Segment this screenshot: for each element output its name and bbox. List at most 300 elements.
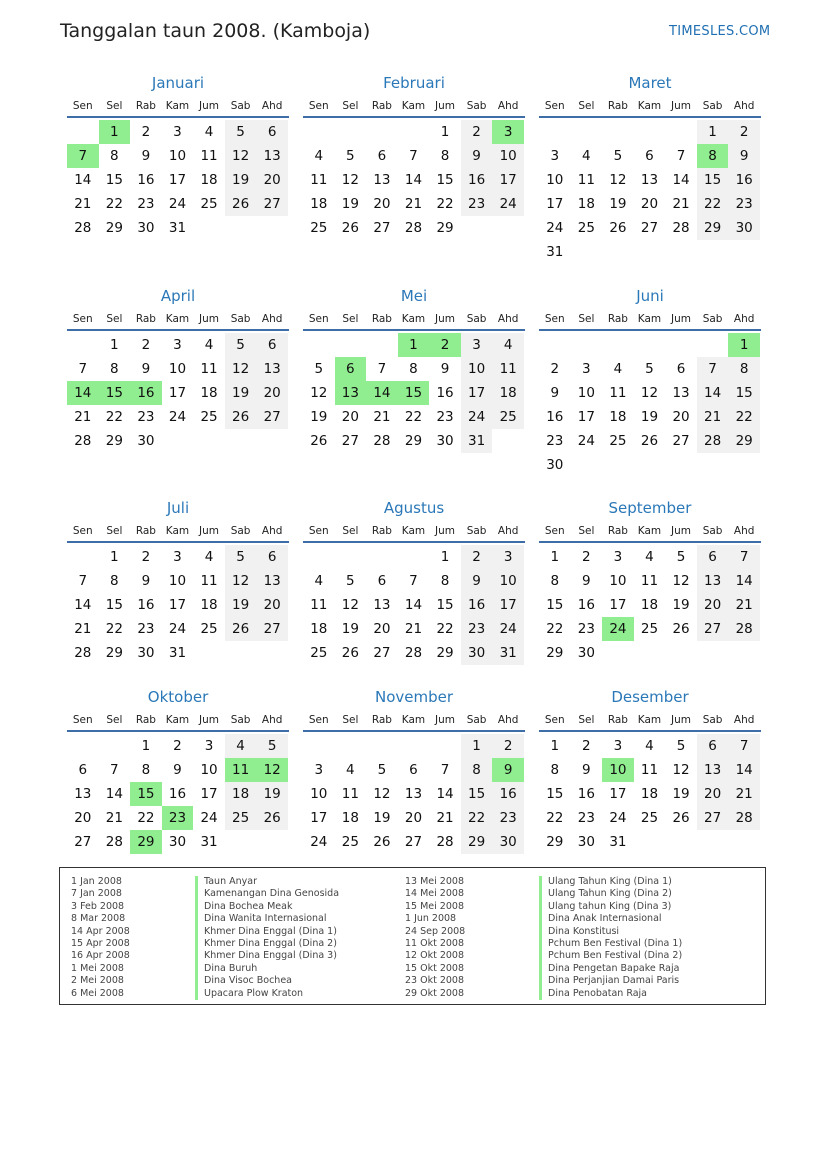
day-cell: 25 bbox=[609, 433, 627, 449]
empty-cell bbox=[67, 333, 99, 357]
day-cell: 13 bbox=[74, 786, 92, 802]
day-cell: 8 bbox=[440, 148, 450, 164]
weekday-label: Rab bbox=[607, 714, 628, 726]
day-cell: 26 bbox=[672, 621, 690, 637]
empty-cell bbox=[665, 333, 697, 357]
empty-cell bbox=[303, 545, 335, 569]
day-cell: 30 bbox=[546, 457, 564, 473]
holiday-day-cell: 10 bbox=[602, 758, 634, 782]
day-cell: 9 bbox=[461, 569, 493, 593]
day-cell: 4 bbox=[225, 734, 257, 758]
day-cell: 31 bbox=[168, 645, 187, 661]
day-cell: 28 bbox=[728, 617, 760, 641]
day-cell: 24 bbox=[492, 617, 524, 641]
day-cell: 20 bbox=[74, 810, 92, 826]
day-cell: 30 bbox=[728, 216, 760, 240]
day-cell: 7 bbox=[728, 734, 760, 758]
day-cell: 17 bbox=[168, 385, 187, 401]
day-cell: 18 bbox=[200, 597, 218, 613]
weekday-label: Ahd bbox=[733, 313, 755, 325]
month-name: Maret bbox=[628, 74, 672, 92]
day-cell: 20 bbox=[341, 409, 359, 425]
day-cell: 26 bbox=[225, 192, 257, 216]
day-grid bbox=[303, 734, 525, 854]
empty-cell bbox=[99, 734, 131, 758]
day-cell: 21 bbox=[74, 621, 92, 637]
weekday-label: Sen bbox=[308, 313, 329, 325]
day-cell: 8 bbox=[461, 758, 493, 782]
day-cell: 27 bbox=[256, 192, 288, 216]
holiday-date: 14 Apr 2008 bbox=[71, 925, 130, 937]
holiday-date: 8 Mar 2008 bbox=[71, 913, 126, 925]
day-cell: 10 bbox=[609, 573, 627, 589]
day-cell: 23 bbox=[546, 433, 564, 449]
day-cell: 27 bbox=[373, 645, 391, 661]
day-cell: 18 bbox=[310, 196, 328, 212]
day-cell: 24 bbox=[168, 409, 187, 425]
day-cell: 19 bbox=[640, 409, 659, 425]
day-cell: 22 bbox=[105, 409, 123, 425]
day-cell: 3 bbox=[582, 361, 591, 377]
weekday-label: Sen bbox=[72, 100, 93, 112]
day-cell: 4 bbox=[204, 549, 214, 565]
day-grid bbox=[539, 734, 761, 854]
day-cell: 27 bbox=[404, 834, 423, 850]
day-cell: 22 bbox=[436, 196, 454, 212]
holiday-day-cell: 15 bbox=[398, 381, 430, 405]
day-cell: 7 bbox=[676, 148, 686, 164]
weekday-label: Sel bbox=[106, 525, 123, 537]
day-cell: 29 bbox=[105, 433, 123, 449]
day-cell: 23 bbox=[461, 617, 493, 641]
day-cell: 11 bbox=[310, 597, 328, 613]
day-cell: 30 bbox=[461, 641, 493, 665]
weekday-label: Sab bbox=[702, 714, 723, 726]
day-cell: 13 bbox=[373, 172, 391, 188]
day-cell: 7 bbox=[78, 361, 88, 377]
day-cell: 21 bbox=[436, 810, 454, 826]
holiday-day-cell: 15 bbox=[99, 381, 131, 405]
day-grid bbox=[67, 734, 289, 854]
weekday-label: Sab bbox=[230, 714, 251, 726]
day-grid bbox=[303, 333, 525, 453]
weekday-label: Jum bbox=[435, 525, 456, 537]
day-cell: 10 bbox=[461, 357, 493, 381]
day-cell: 25 bbox=[200, 409, 218, 425]
day-cell: 16 bbox=[728, 168, 760, 192]
day-cell: 17 bbox=[546, 196, 564, 212]
month-oktober bbox=[67, 684, 289, 884]
day-cell: 21 bbox=[404, 196, 423, 212]
holiday-day-cell: 29 bbox=[130, 830, 162, 854]
day-cell: 30 bbox=[168, 834, 187, 850]
day-cell: 19 bbox=[225, 168, 257, 192]
legend-names-col-1 bbox=[195, 876, 339, 1000]
holiday-day-cell: 16 bbox=[130, 381, 162, 405]
day-cell: 6 bbox=[409, 762, 418, 778]
holiday-name: Dina Konstitusi bbox=[539, 926, 682, 938]
day-cell: 5 bbox=[613, 148, 623, 164]
holiday-day-cell: 13 bbox=[335, 381, 367, 405]
day-cell: 23 bbox=[492, 806, 524, 830]
month-januari bbox=[67, 70, 289, 270]
holiday-name: Dina Wanita Internasional bbox=[195, 913, 339, 925]
day-cell: 19 bbox=[672, 786, 690, 802]
empty-cell bbox=[366, 734, 398, 758]
weekday-label: Rab bbox=[371, 525, 392, 537]
month-name: Agustus bbox=[383, 499, 445, 517]
day-cell: 28 bbox=[436, 834, 454, 850]
holiday-day-cell: 6 bbox=[335, 357, 367, 381]
day-cell: 12 bbox=[341, 172, 359, 188]
legend-dates-col-1 bbox=[71, 876, 130, 1000]
day-cell: 31 bbox=[461, 429, 493, 453]
day-cell: 24 bbox=[577, 433, 595, 449]
day-cell: 17 bbox=[200, 786, 218, 802]
month-april bbox=[67, 283, 289, 483]
holiday-day-cell: 14 bbox=[366, 381, 398, 405]
day-cell: 11 bbox=[640, 573, 659, 589]
day-grid bbox=[303, 120, 525, 240]
day-cell: 17 bbox=[492, 168, 524, 192]
day-cell: 8 bbox=[409, 361, 418, 377]
day-cell: 8 bbox=[110, 573, 119, 589]
day-cell: 4 bbox=[204, 337, 214, 353]
day-cell: 16 bbox=[436, 385, 454, 401]
day-cell: 20 bbox=[404, 810, 423, 826]
day-cell: 29 bbox=[436, 645, 454, 661]
day-cell: 2 bbox=[173, 738, 182, 754]
holiday-name: Khmer Dina Enggal (Dina 2) bbox=[195, 938, 339, 950]
day-cell: 6 bbox=[697, 734, 729, 758]
weekday-label: Ahd bbox=[733, 525, 755, 537]
day-cell: 15 bbox=[105, 597, 123, 613]
day-cell: 4 bbox=[645, 738, 654, 754]
weekday-label: Sen bbox=[308, 714, 329, 726]
day-cell: 14 bbox=[728, 569, 760, 593]
legend-names-col-2 bbox=[539, 876, 682, 1000]
holiday-day-cell: 9 bbox=[492, 758, 524, 782]
holiday-date: 11 Okt 2008 bbox=[405, 937, 465, 949]
day-cell: 13 bbox=[256, 569, 288, 593]
day-cell: 21 bbox=[373, 409, 391, 425]
holiday-name: Dina Anak Internasional bbox=[539, 913, 682, 925]
day-cell: 26 bbox=[640, 433, 659, 449]
day-cell: 22 bbox=[697, 192, 729, 216]
empty-cell bbox=[303, 734, 335, 758]
day-cell: 13 bbox=[697, 758, 729, 782]
empty-cell bbox=[665, 120, 697, 144]
day-cell: 29 bbox=[105, 645, 123, 661]
day-cell: 21 bbox=[728, 782, 760, 806]
day-cell: 14 bbox=[672, 172, 690, 188]
day-cell: 19 bbox=[341, 196, 359, 212]
weekday-label: Kam bbox=[637, 100, 662, 112]
month-november bbox=[303, 684, 525, 884]
day-cell: 4 bbox=[645, 549, 654, 565]
day-cell: 29 bbox=[461, 830, 493, 854]
holiday-name: Upacara Plow Kraton bbox=[195, 988, 339, 1000]
weekday-label: Kam bbox=[401, 100, 426, 112]
weekday-label: Sab bbox=[230, 100, 251, 112]
weekday-label: Jum bbox=[671, 100, 692, 112]
weekday-label: Rab bbox=[371, 100, 392, 112]
day-cell: 5 bbox=[225, 545, 257, 569]
weekday-label: Ahd bbox=[261, 313, 283, 325]
day-cell: 18 bbox=[609, 409, 627, 425]
day-cell: 6 bbox=[256, 120, 288, 144]
day-cell: 20 bbox=[640, 196, 659, 212]
day-cell: 9 bbox=[141, 573, 151, 589]
holiday-date: 1 Mei 2008 bbox=[71, 962, 124, 974]
weekday-label: Sel bbox=[342, 313, 359, 325]
day-cell: 11 bbox=[310, 172, 328, 188]
day-cell: 27 bbox=[672, 433, 690, 449]
weekday-label: Rab bbox=[607, 525, 628, 537]
day-cell: 22 bbox=[105, 621, 123, 637]
holiday-date: 24 Sep 2008 bbox=[405, 925, 466, 937]
empty-cell bbox=[67, 545, 99, 569]
day-cell: 28 bbox=[74, 433, 92, 449]
holiday-day-cell: 8 bbox=[697, 144, 729, 168]
day-cell: 9 bbox=[550, 385, 560, 401]
weekday-label: Kam bbox=[401, 313, 426, 325]
holiday-date: 23 Okt 2008 bbox=[405, 975, 465, 987]
day-cell: 9 bbox=[582, 762, 591, 778]
day-cell: 19 bbox=[609, 196, 627, 212]
day-cell: 24 bbox=[492, 192, 524, 216]
day-cell: 19 bbox=[225, 593, 257, 617]
day-cell: 11 bbox=[609, 385, 627, 401]
day-cell: 8 bbox=[110, 361, 119, 377]
day-cell: 31 bbox=[168, 220, 187, 236]
weekday-label: Ahd bbox=[497, 525, 519, 537]
day-cell: 3 bbox=[550, 148, 560, 164]
day-cell: 5 bbox=[676, 549, 686, 565]
day-cell: 28 bbox=[105, 834, 123, 850]
page-title: Tanggalan taun 2008. (Kamboja) bbox=[60, 20, 371, 42]
day-cell: 3 bbox=[613, 738, 623, 754]
day-cell: 31 bbox=[609, 834, 627, 850]
day-cell: 28 bbox=[404, 645, 423, 661]
day-cell: 4 bbox=[346, 762, 355, 778]
day-cell: 10 bbox=[168, 573, 187, 589]
day-cell: 25 bbox=[310, 220, 328, 236]
day-cell: 29 bbox=[404, 433, 423, 449]
day-cell: 7 bbox=[78, 573, 88, 589]
day-cell: 7 bbox=[377, 361, 387, 377]
holiday-name: Kamenangan Dina Genosida bbox=[195, 888, 339, 900]
day-cell: 12 bbox=[341, 597, 359, 613]
day-cell: 2 bbox=[582, 549, 591, 565]
weekday-label: Sen bbox=[72, 313, 93, 325]
weekday-label: Rab bbox=[607, 100, 628, 112]
day-cell: 17 bbox=[168, 172, 187, 188]
day-cell: 2 bbox=[728, 120, 760, 144]
weekday-label: Rab bbox=[135, 313, 156, 325]
holiday-date: 15 Apr 2008 bbox=[71, 937, 130, 949]
month-name: April bbox=[160, 287, 196, 305]
month-name: Mei bbox=[400, 287, 428, 305]
day-cell: 28 bbox=[404, 220, 423, 236]
day-cell: 30 bbox=[436, 433, 454, 449]
weekday-header bbox=[539, 96, 761, 118]
day-grid bbox=[67, 120, 289, 240]
weekday-label: Sel bbox=[578, 313, 595, 325]
day-cell: 29 bbox=[728, 429, 760, 453]
day-cell: 13 bbox=[256, 144, 288, 168]
day-cell: 5 bbox=[256, 734, 288, 758]
empty-cell bbox=[366, 545, 398, 569]
day-cell: 16 bbox=[168, 786, 187, 802]
weekday-label: Sel bbox=[342, 525, 359, 537]
holiday-name: Pchum Ben Festival (Dina 2) bbox=[539, 950, 682, 962]
day-cell: 24 bbox=[609, 810, 627, 826]
day-cell: 13 bbox=[672, 385, 690, 401]
day-cell: 14 bbox=[404, 597, 423, 613]
day-cell: 22 bbox=[546, 621, 564, 637]
day-cell: 21 bbox=[404, 621, 423, 637]
day-cell: 12 bbox=[373, 786, 391, 802]
holiday-date: 15 Okt 2008 bbox=[405, 962, 465, 974]
day-cell: 9 bbox=[173, 762, 182, 778]
holiday-day-cell: 12 bbox=[256, 758, 288, 782]
day-cell: 8 bbox=[440, 573, 450, 589]
weekday-label: Sel bbox=[342, 100, 359, 112]
day-cell: 16 bbox=[461, 593, 493, 617]
month-februari bbox=[303, 70, 525, 270]
day-cell: 6 bbox=[377, 573, 387, 589]
holiday-day-cell: 3 bbox=[492, 120, 524, 144]
month-maret bbox=[539, 70, 761, 270]
brand-link[interactable]: TIMESLES.COM bbox=[669, 24, 771, 39]
weekday-label: Sen bbox=[544, 100, 565, 112]
day-cell: 15 bbox=[546, 597, 564, 613]
empty-cell bbox=[335, 333, 367, 357]
day-cell: 29 bbox=[697, 216, 729, 240]
day-cell: 29 bbox=[436, 220, 454, 236]
day-cell: 9 bbox=[582, 573, 591, 589]
day-cell: 28 bbox=[74, 645, 92, 661]
day-cell: 7 bbox=[440, 762, 450, 778]
day-cell: 23 bbox=[137, 409, 155, 425]
day-cell: 5 bbox=[225, 333, 257, 357]
day-cell: 22 bbox=[461, 806, 493, 830]
holiday-date: 1 Jan 2008 bbox=[71, 876, 122, 887]
weekday-label: Jum bbox=[199, 100, 220, 112]
day-cell: 11 bbox=[200, 573, 218, 589]
weekday-label: Sel bbox=[106, 313, 123, 325]
day-cell: 8 bbox=[728, 357, 760, 381]
day-cell: 20 bbox=[697, 782, 729, 806]
day-cell: 30 bbox=[492, 830, 524, 854]
day-cell: 21 bbox=[697, 405, 729, 429]
weekday-header bbox=[67, 96, 289, 118]
day-cell: 4 bbox=[314, 148, 324, 164]
day-cell: 18 bbox=[492, 381, 524, 405]
holiday-date: 29 Okt 2008 bbox=[405, 987, 465, 999]
day-cell: 2 bbox=[550, 361, 560, 377]
weekday-label: Jum bbox=[199, 313, 220, 325]
weekday-label: Sen bbox=[544, 525, 565, 537]
holiday-name: Ulang tahun King (Dina 3) bbox=[539, 901, 682, 913]
day-cell: 11 bbox=[200, 148, 218, 164]
day-cell: 24 bbox=[546, 220, 564, 236]
weekday-label: Kam bbox=[401, 714, 426, 726]
holiday-date: 3 Feb 2008 bbox=[71, 900, 125, 912]
holiday-day-cell: 2 bbox=[429, 333, 461, 357]
day-cell: 2 bbox=[461, 120, 493, 144]
day-cell: 15 bbox=[697, 168, 729, 192]
day-cell: 25 bbox=[225, 806, 257, 830]
day-cell: 9 bbox=[141, 148, 151, 164]
day-cell: 1 bbox=[461, 734, 493, 758]
weekday-label: Sab bbox=[466, 100, 487, 112]
weekday-header bbox=[67, 521, 289, 543]
month-name: Desember bbox=[611, 688, 689, 706]
day-cell: 20 bbox=[373, 621, 391, 637]
day-cell: 10 bbox=[310, 786, 328, 802]
day-cell: 24 bbox=[168, 196, 187, 212]
day-cell: 27 bbox=[373, 220, 391, 236]
empty-cell bbox=[335, 120, 367, 144]
day-cell: 10 bbox=[492, 569, 524, 593]
day-cell: 7 bbox=[697, 357, 729, 381]
day-cell: 6 bbox=[697, 545, 729, 569]
day-cell: 9 bbox=[728, 144, 760, 168]
day-cell: 22 bbox=[728, 405, 760, 429]
day-cell: 5 bbox=[346, 573, 355, 589]
empty-cell bbox=[539, 120, 571, 144]
day-cell: 6 bbox=[78, 762, 88, 778]
day-cell: 13 bbox=[256, 357, 288, 381]
weekday-label: Rab bbox=[135, 525, 156, 537]
day-cell: 30 bbox=[137, 645, 155, 661]
weekday-header bbox=[67, 710, 289, 732]
day-cell: 12 bbox=[672, 573, 690, 589]
day-cell: 20 bbox=[697, 593, 729, 617]
day-cell: 16 bbox=[546, 409, 564, 425]
day-cell: 6 bbox=[256, 545, 288, 569]
weekday-header bbox=[539, 309, 761, 331]
day-grid bbox=[539, 120, 761, 264]
day-cell: 26 bbox=[256, 806, 288, 830]
day-cell: 26 bbox=[341, 220, 359, 236]
weekday-label: Ahd bbox=[261, 100, 283, 112]
day-cell: 11 bbox=[640, 762, 659, 778]
day-cell: 27 bbox=[697, 617, 729, 641]
day-cell: 15 bbox=[728, 381, 760, 405]
day-cell: 21 bbox=[74, 409, 92, 425]
day-cell: 26 bbox=[310, 433, 328, 449]
day-cell: 23 bbox=[137, 621, 155, 637]
day-cell: 3 bbox=[613, 549, 623, 565]
day-cell: 12 bbox=[672, 762, 690, 778]
day-grid bbox=[67, 333, 289, 453]
day-cell: 22 bbox=[137, 810, 155, 826]
month-agustus bbox=[303, 495, 525, 695]
day-cell: 22 bbox=[436, 621, 454, 637]
day-cell: 18 bbox=[200, 172, 218, 188]
weekday-label: Kam bbox=[401, 525, 426, 537]
day-cell: 27 bbox=[341, 433, 359, 449]
weekday-label: Sel bbox=[342, 714, 359, 726]
day-cell: 30 bbox=[137, 433, 155, 449]
day-cell: 17 bbox=[461, 381, 493, 405]
empty-cell bbox=[571, 333, 603, 357]
day-cell: 16 bbox=[492, 782, 524, 806]
day-cell: 5 bbox=[346, 148, 355, 164]
